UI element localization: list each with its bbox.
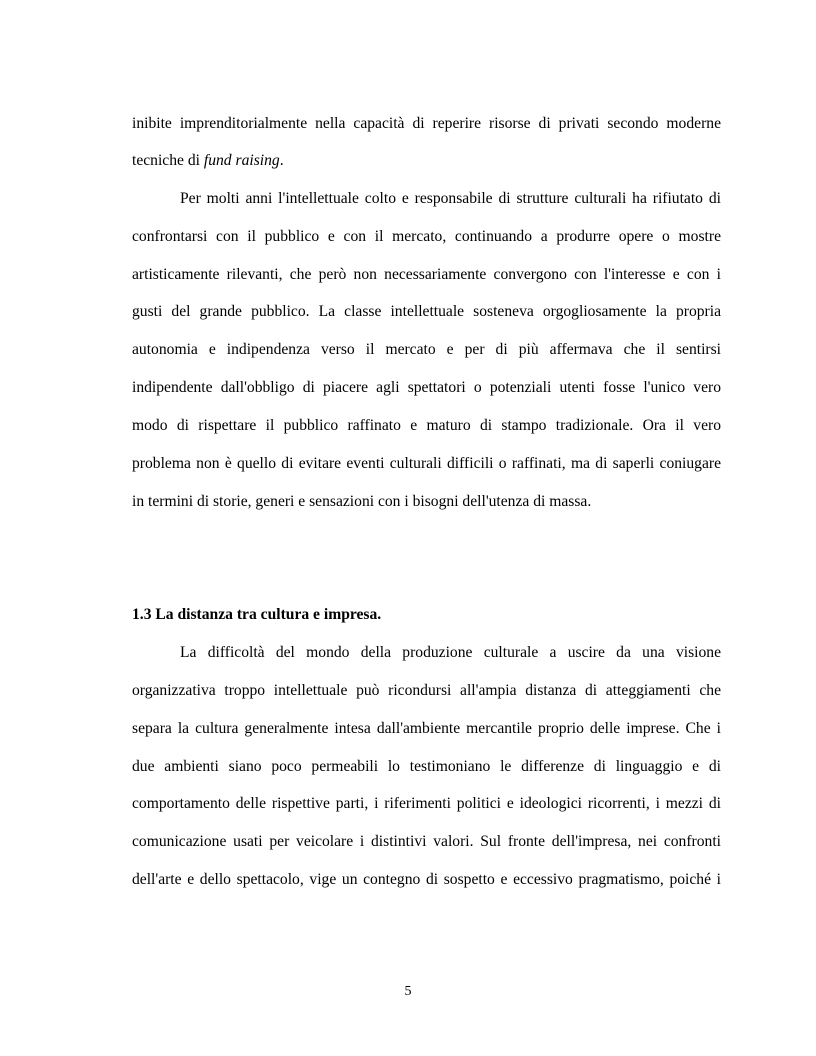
paragraph-3-line-1: La difficoltà del mondo della produzione culturale a uscire da una visione xyxy=(180,644,721,661)
paragraph-2-line-9: in termini di storie, generi e sensazioni con i bisogni dell'utenza di massa. xyxy=(132,493,592,510)
paragraph-3-line-5: comportamento delle rispettive parti, i riferimenti politici e ideologici ricorrenti, i mezzi di xyxy=(132,795,721,812)
paragraph-2-line-2: confrontarsi con il pubblico e con il mercato, continuando a produrre opere o mostre xyxy=(132,228,721,245)
paragraph-3-line-7: dell'arte e dello spettacolo, vige un contegno di sospetto e eccessivo pragmatismo, poiché i xyxy=(132,871,721,888)
paragraph-2-line-3: artisticamente rilevanti, che però non necessariamente convergono con l'interesse e con i xyxy=(132,266,721,283)
paragraph-2-line-8: problema non è quello di evitare eventi culturali difficili o raffinati, ma di saperli coniugare xyxy=(132,455,721,472)
paragraph-3-line-3: separa la cultura generalmente intesa dall'ambiente mercantile proprio delle imprese. Che i xyxy=(132,720,721,737)
paragraph-1-text-before: tecniche di xyxy=(132,152,204,169)
paragraph-3-line-4: due ambienti siano poco permeabili lo testimoniano le differenze di linguaggio e di xyxy=(132,758,721,775)
paragraph-2-line-4: gusti del grande pubblico. La classe intellettuale sosteneva orgogliosamente la propria xyxy=(132,303,721,320)
paragraph-3-line-2: organizzativa troppo intellettuale può ricondursi all'ampia distanza di atteggiamenti che xyxy=(132,682,721,699)
section-heading: 1.3 La distanza tra cultura e impresa. xyxy=(132,606,382,623)
paragraph-2-line-6: indipendente dall'obbligo di piacere agli spettatori o potenziali utenti fosse l'unico vero xyxy=(132,379,721,396)
paragraph-2-line-7: modo di rispettare il pubblico raffinato e maturo di stampo tradizionale. Ora il vero xyxy=(132,417,721,434)
paragraph-1-text-after: . xyxy=(279,152,284,169)
paragraph-1-line-2 xyxy=(132,151,721,171)
paragraph-1-line-1: inibite imprenditorialmente nella capacità di reperire risorse di privati secondo moderne xyxy=(132,115,721,132)
page-number: 5 xyxy=(404,984,412,999)
paragraph-3-line-6: comunicazione usati per veicolare i distintivi valori. Sul fronte dell'impresa, nei confronti xyxy=(132,833,721,850)
fund-raising-italic: fund raising xyxy=(203,152,280,169)
paragraph-2-line-1: Per molti anni l'intellettuale colto e responsabile di strutture culturali ha rifiutato di xyxy=(180,190,721,207)
paragraph-2-line-5: autonomia e indipendenza verso il mercato e per di più affermava che il sentirsi xyxy=(132,341,721,358)
